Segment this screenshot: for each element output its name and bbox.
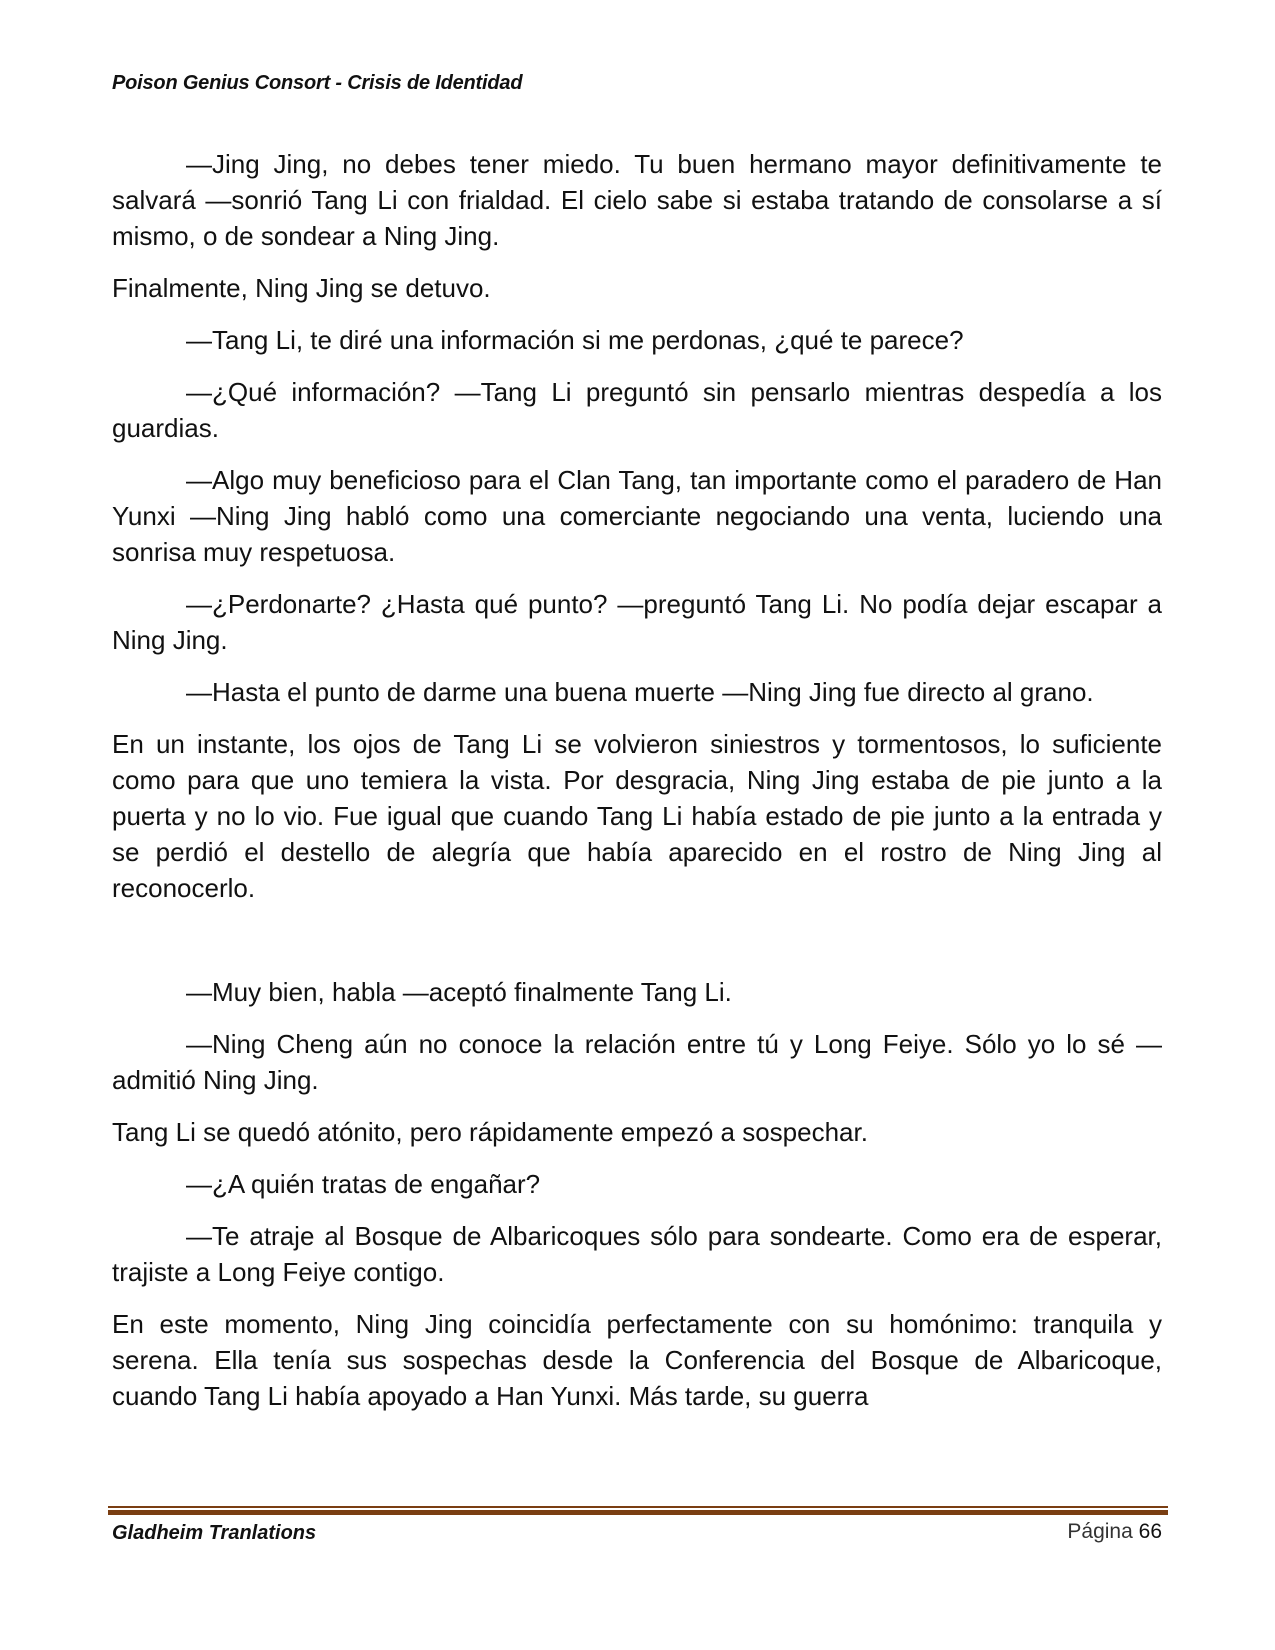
paragraph: Tang Li se quedó atónito, pero rápidamente empezó a sospechar. [112, 1117, 868, 1147]
paragraph: —Ning Cheng aún no conoce la relación entre tú y Long Feiye. Sólo yo lo sé —admitió Ning Jing. [112, 1029, 1162, 1095]
paragraph: En este momento, Ning Jing coincidía perfectamente con su homónimo: tranquila y serena. Ella tenía sus sospechas desde la Conferencia del Bosque de Albaricoque, cuando Tang Li había apoyado a Han Yunxi. Más tarde, su guerra [112, 1309, 1162, 1411]
paragraph: —Algo muy beneficioso para el Clan Tang, tan importante como el paradero de Han Yunxi —Ning Jing habló como una comerciante negociando una venta, luciendo una sonrisa muy respetuosa. [112, 465, 1162, 567]
paragraph: —¿Qué información? —Tang Li preguntó sin pensarlo mientras despedía a los guardias. [112, 377, 1162, 443]
paragraph: —¿A quién tratas de engañar? [186, 1169, 541, 1199]
footer-divider-thick-line [108, 1510, 1168, 1515]
running-header: Poison Genius Consort - Crisis de Identidad [112, 72, 523, 94]
paragraph: —Tang Li, te diré una información si me perdonas, ¿qué te parece? [186, 325, 964, 355]
paragraph: En un instante, los ojos de Tang Li se volvieron siniestros y tormentosos, lo suficiente como para que uno temiera la vista. Por desgracia, Ning Jing estaba de pie junto a la puerta y no lo vio. Fue igual que cuando Tang Li había estado de pie junto a la entrada y se perdió el destello de alegría que había aparecido en el rostro de Ning Jing al reconocerlo. [112, 729, 1162, 903]
page-number-value: 66 [1138, 1520, 1162, 1543]
paragraph: —Hasta el punto de darme una buena muerte —Ning Jing fue directo al grano. [186, 677, 1094, 707]
body-text [112, 146, 1162, 1430]
page-label: Página [1067, 1520, 1133, 1543]
paragraph: Finalmente, Ning Jing se detuvo. [112, 273, 491, 303]
footer-divider-thin-line [108, 1506, 1168, 1508]
footer-credit: Gladheim Tranlations [112, 1522, 317, 1544]
page-number [1067, 1520, 1162, 1544]
footer-divider [108, 1506, 1168, 1515]
paragraph: —Jing Jing, no debes tener miedo. Tu buen hermano mayor definitivamente te salvará —sonrió Tang Li con frialdad. El cielo sabe si estaba tratando de consolarse a sí mismo, o de sondear a Ning Jing. [112, 149, 1162, 251]
paragraph: —Te atraje al Bosque de Albaricoques sólo para sondearte. Como era de esperar, trajiste a Long Feiye contigo. [112, 1221, 1162, 1287]
section-break [112, 922, 1162, 974]
paragraph: —Muy bien, habla —aceptó finalmente Tang Li. [186, 977, 732, 1007]
paragraph: —¿Perdonarte? ¿Hasta qué punto? —preguntó Tang Li. No podía dejar escapar a Ning Jing. [112, 589, 1162, 655]
